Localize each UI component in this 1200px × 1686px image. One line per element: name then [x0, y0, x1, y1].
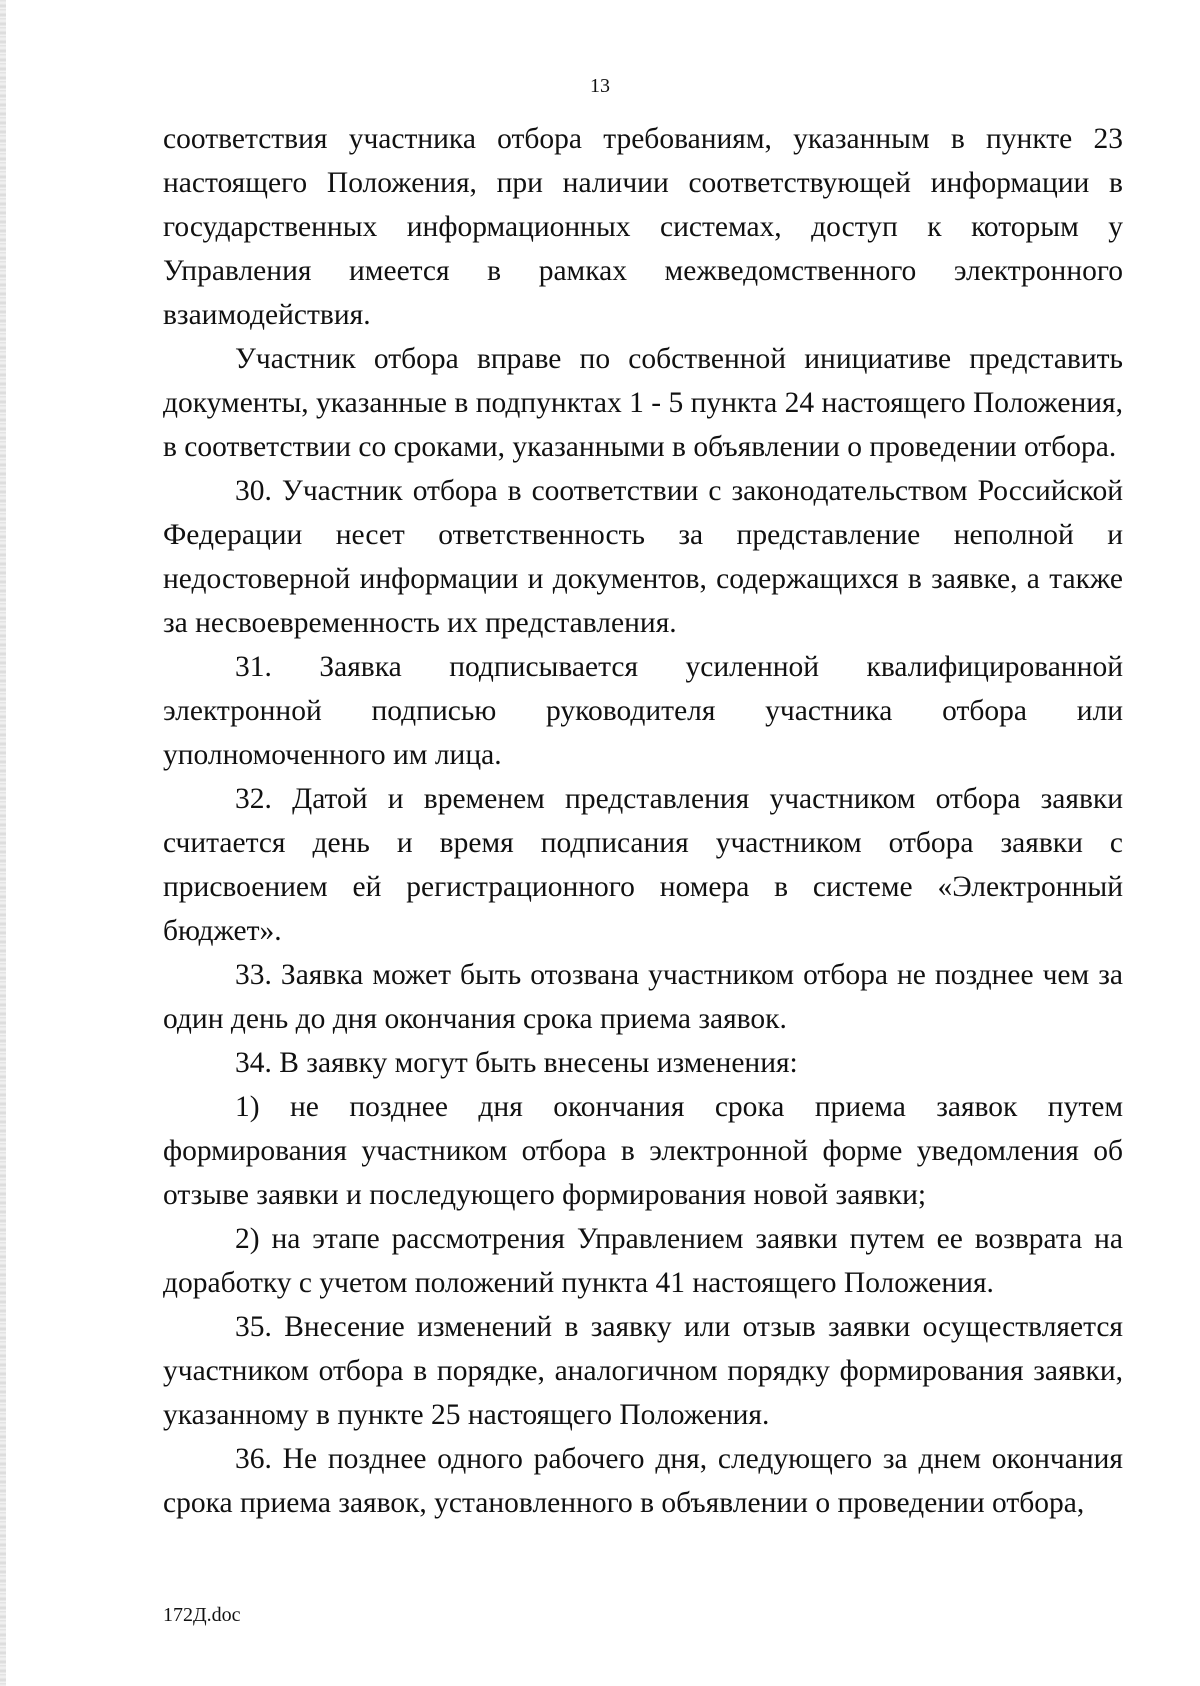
paragraph-item-34-sub-1: 1) не позднее дня окончания срока приема заявок путем формирования участником отбора в электронной форме уведомления об отзыве заявки и последующего формирования новой заявки;	[163, 1091, 1123, 1211]
footer-filename: 172Д.doc	[163, 1604, 241, 1626]
paragraph-item-33: 33. Заявка может быть отозвана участником отбора не позднее чем за один день до дня окончания срока приема заявок.	[163, 959, 1123, 1035]
paragraph-item-32: 32. Датой и временем представления участником отбора заявки считается день и время подписания участником отбора заявки с присвоением ей регистрационного номера в системе «Электронный бюджет».	[163, 783, 1123, 947]
paragraph-item-36: 36. Не позднее одного рабочего дня, следующего за днем окончания срока приема заявок, установленного в объявлении о проведении отбора,	[163, 1443, 1123, 1519]
page-number: 13	[590, 75, 610, 97]
paragraph-item-30: 30. Участник отбора в соответствии с законодательством Российской Федерации несет ответственность за представление неполной и недостоверной информации и документов, содержащихся в заявке, а также за несвоевременность их представления.	[163, 475, 1123, 639]
paragraph-item-31: 31. Заявка подписывается усиленной квалифицированной электронной подписью руководителя участника отбора или уполномоченного им лица.	[163, 651, 1123, 771]
paragraph-participant-right: Участник отбора вправе по собственной инициативе представить документы, указанные в подпунктах 1 - 5 пункта 24 настоящего Положения, в соответствии со сроками, указанными в объявлении о проведении отбора.	[163, 343, 1123, 463]
scan-edge	[0, 0, 6, 1686]
document-body	[163, 117, 1123, 1525]
paragraph-item-35: 35. Внесение изменений в заявку или отзыв заявки осуществляется участником отбора в порядке, аналогичном порядку формирования заявки, указанному в пункте 25 настоящего Положения.	[163, 1311, 1123, 1431]
paragraph-continuation: соответствия участника отбора требованиям, указанным в пункте 23 настоящего Положения, при наличии соответствующей информации в государственных информационных системах, доступ к которым у Управления имеется в рамках межведомственного электронного взаимодействия.	[163, 123, 1123, 331]
paragraph-item-34: 34. В заявку могут быть внесены изменения:	[235, 1047, 798, 1079]
paragraph-item-34-sub-2: 2) на этапе рассмотрения Управлением заявки путем ее возврата на доработку с учетом положений пункта 41 настоящего Положения.	[163, 1223, 1123, 1299]
